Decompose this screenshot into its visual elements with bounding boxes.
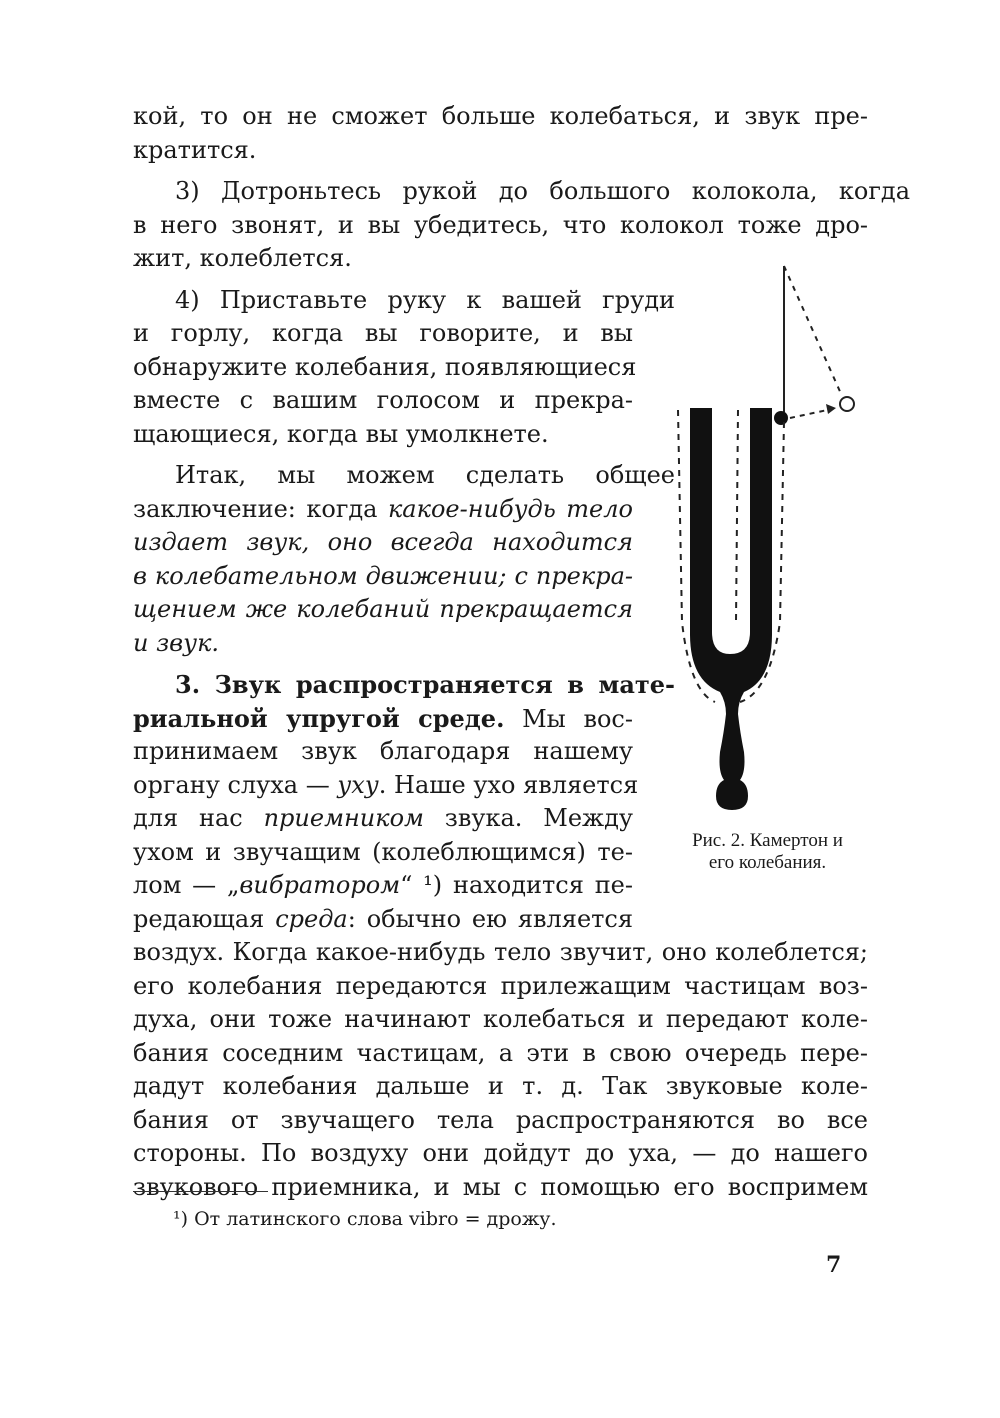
text-line [133, 769, 639, 803]
text-span: для нас [133, 804, 264, 832]
item-3-paragraph [133, 175, 910, 276]
text-line: духа, они тоже начинают колебаться и передают коле- [133, 1005, 868, 1033]
text-line [133, 702, 633, 736]
text-span: лом — „ [133, 871, 240, 899]
text-line: бания от звучащего тела распространяются во все [133, 1105, 868, 1134]
text-span: Мы вос- [504, 704, 633, 733]
text-line [133, 493, 633, 527]
text-line: принимаем звук благодаря нашему [133, 737, 633, 765]
emphasis-line: и звук. [133, 628, 220, 657]
text-line [133, 903, 633, 937]
emphasis-text: уху [337, 770, 379, 799]
text-line: обнаружите колебания, появляющиеся [133, 352, 637, 381]
text-line: звукового приемника, и мы с помощью его воспримем [133, 1172, 868, 1201]
text-line: бания соседним частицам, а эти в свою очередь пере- [133, 1038, 868, 1067]
emphasis-text: приемником [263, 804, 424, 832]
section-3-continuation [133, 936, 868, 1204]
text-span: “ ¹) находится пе- [400, 871, 633, 899]
emphasis-text: среда [275, 904, 348, 933]
caption-line: его колебания. [708, 852, 827, 873]
text-line [133, 869, 633, 903]
vibration-outline-right-inner [736, 410, 738, 622]
text-line: дадут колебания дальше и т. д. Так звуковые коле- [133, 1072, 868, 1100]
text-line: в него звонят, и вы убедитесь, что колокол тоже дро- [133, 210, 868, 239]
text-span: : обычно ею является [347, 904, 634, 933]
caption-line: Рис. 2. Камертон и [692, 830, 843, 851]
text-line: его колебания передаются прилежащим частицам воз- [133, 971, 868, 1000]
text-span: органу слуха — [133, 770, 338, 799]
footnote-divider [133, 1191, 268, 1192]
text-line: щающиеся, когда вы умолкнете. [133, 419, 549, 448]
text-line [133, 802, 633, 836]
swing-arrow-line [790, 409, 832, 418]
text-line: вместе с вашим голосом и прекра- [133, 386, 633, 414]
emphasis-line: щением же колебаний прекращается [133, 595, 633, 623]
section-heading: 3. Звук распространяется в мате- [175, 670, 675, 699]
text-line: 3) Дотроньтесь рукой до большого колокола, когда [175, 177, 910, 205]
text-line: воздух. Когда какое-нибудь тело звучит, оно колеблется; [133, 938, 868, 966]
text-span: заключение: когда [133, 494, 388, 523]
text-line: Итак, мы можем сделать общее [175, 461, 675, 489]
text-line: 4) Приставьте руку к вашей груди [175, 285, 675, 314]
tuning-fork-figure [660, 262, 875, 882]
text-line: кратится. [133, 135, 257, 164]
tuning-fork-body [690, 408, 772, 810]
text-line: кой, то он не сможет больше колебаться, и звук пре- [133, 102, 868, 130]
text-span: звука. Между [423, 804, 634, 832]
emphasis-line: в колебательном движении; с прекра- [133, 561, 633, 590]
emphasis-line: издает звук, оно всегда находится [133, 528, 633, 556]
section-heading-cont: риальной упругой среде. [133, 703, 505, 733]
text-span: . Наше ухо является [378, 770, 639, 799]
text-line: ухом и звучащим (колеблющимся) те- [133, 837, 633, 866]
emphasis-text: вибратором [239, 871, 401, 899]
text-line: жит, колеблется. [133, 244, 352, 272]
page-number: 7 [826, 1252, 842, 1278]
figure-caption [660, 830, 875, 874]
footnote: ¹) От латинского слова vibro = дрожу. [173, 1208, 557, 1230]
pendulum-ball [774, 411, 788, 425]
pendulum-ball-deflected [840, 397, 854, 411]
tuning-fork-illustration [660, 262, 875, 822]
text-line: стороны. По воздуху они дойдут до уха, — до нашего [133, 1139, 868, 1167]
pendulum-string-deflected [784, 266, 842, 396]
emphasis-text: какое-нибудь тело [387, 494, 633, 523]
arrow-head-icon [826, 404, 836, 414]
intro-paragraph [133, 100, 868, 167]
text-span: редающая [133, 904, 276, 933]
text-line: и горлу, когда вы говорите, и вы [133, 319, 633, 347]
